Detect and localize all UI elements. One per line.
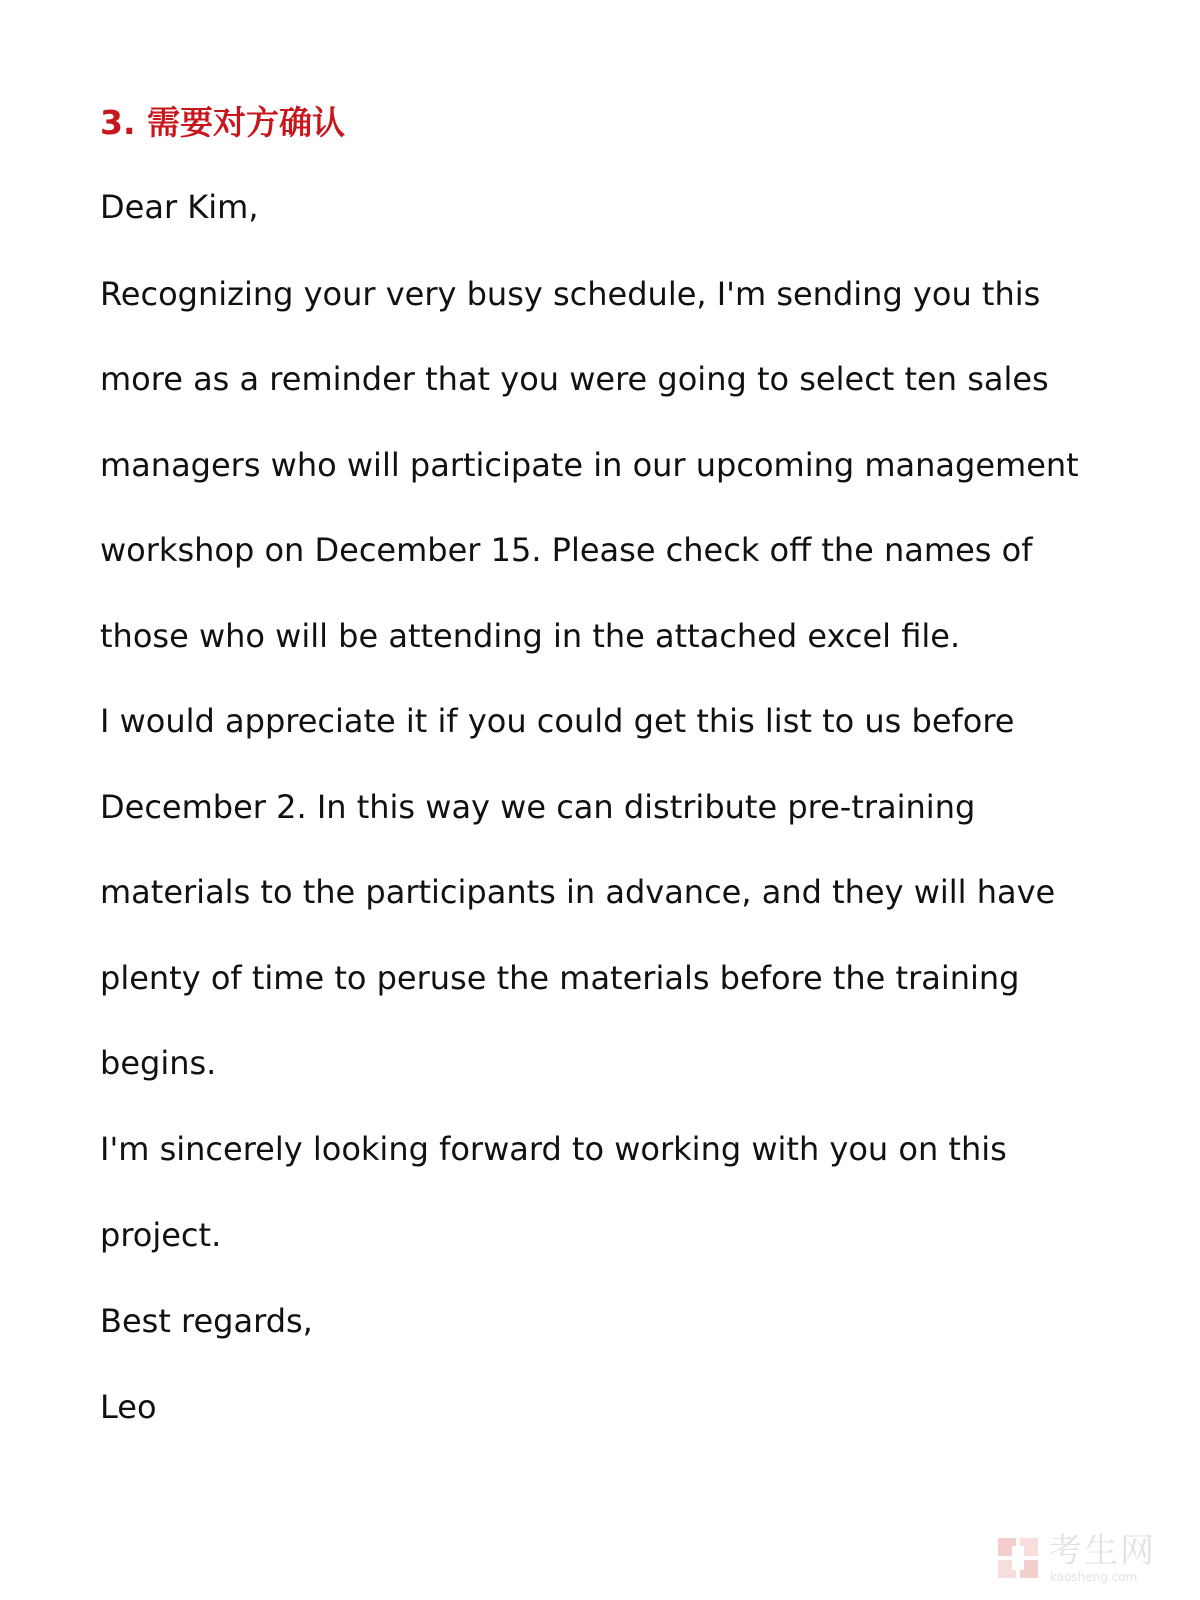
watermark-url: kaosheng.com bbox=[1050, 1570, 1138, 1584]
letter-signature: Leo bbox=[100, 1388, 157, 1426]
paragraph-1-line-3: managers who will participate in our upcoming management bbox=[100, 446, 1079, 484]
paragraph-2-line-5: begins. bbox=[100, 1044, 217, 1082]
paragraph-2-line-2: December 2. In this way we can distribute pre-training bbox=[100, 788, 976, 826]
letter-closing: Best regards, bbox=[100, 1302, 313, 1340]
paragraph-2-line-3: materials to the participants in advance, and they will have bbox=[100, 873, 1056, 911]
watermark-name: 考生网 bbox=[1048, 1531, 1156, 1571]
paragraph-3-line-1: I'm sincerely looking forward to working with you on this bbox=[100, 1130, 1007, 1168]
paragraph-2-line-4: plenty of time to peruse the materials before the training bbox=[100, 959, 1020, 997]
letter-greeting: Dear Kim, bbox=[100, 188, 259, 226]
watermark bbox=[996, 1532, 1186, 1588]
paragraph-1-line-2: more as a reminder that you were going to select ten sales bbox=[100, 360, 1049, 398]
paragraph-3-line-2: project. bbox=[100, 1216, 222, 1254]
section-heading: 3. 需要对方确认 bbox=[100, 103, 345, 142]
kaosheng-logo-icon bbox=[996, 1536, 1040, 1580]
paragraph-1-line-5: those who will be attending in the attached excel file. bbox=[100, 617, 961, 655]
paragraph-1-line-1: Recognizing your very busy schedule, I'm sending you this bbox=[100, 275, 1041, 313]
paragraph-1-line-4: workshop on December 15. Please check off the names of bbox=[100, 531, 1033, 569]
paragraph-2-line-1: I would appreciate it if you could get this list to us before bbox=[100, 702, 1015, 740]
